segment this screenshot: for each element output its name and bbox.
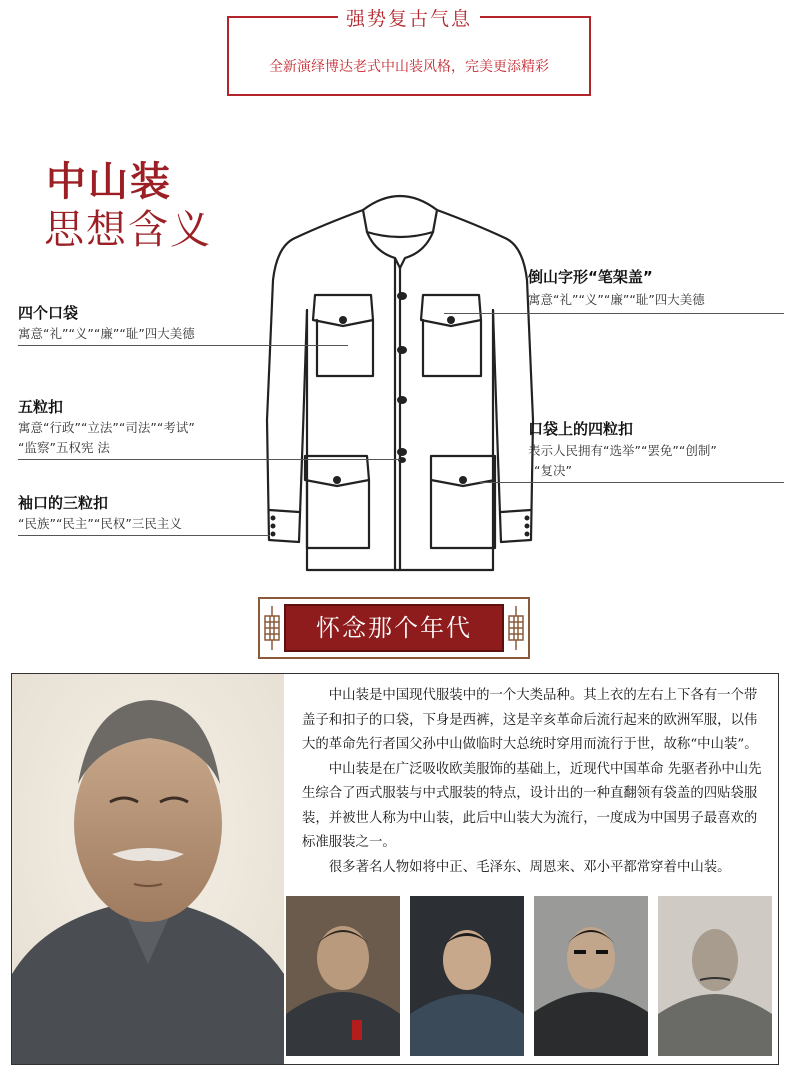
leader-line bbox=[480, 482, 784, 483]
leader-line bbox=[18, 345, 348, 346]
annotation-buttons-desc-1: 寓意“行政”“立法”“司法”“考试” bbox=[18, 420, 195, 435]
history-panel bbox=[11, 673, 779, 1065]
chinese-knot-icon bbox=[262, 604, 282, 652]
leader-line bbox=[444, 313, 784, 314]
annotation-buttons-title: 五粒扣 bbox=[18, 398, 64, 416]
leader-line bbox=[18, 535, 270, 536]
annotation-buttons-desc-2: “监察”五权宪 法 bbox=[18, 440, 110, 455]
portrait-thumb bbox=[534, 896, 648, 1056]
annotation-pocket-buttons-desc-1: 表示人民拥有“选举”“罢免”“创制” bbox=[528, 443, 717, 458]
banner-title: 强势复古气息 bbox=[229, 24, 589, 51]
banner-subtitle: 全新演绎博达老式中山装风格，完美更添精彩 bbox=[269, 59, 549, 75]
portrait-photo bbox=[12, 674, 284, 1065]
annotation-pockets-title: 四个口袋 bbox=[18, 304, 79, 322]
headline-sub: 思想含义 bbox=[44, 207, 212, 253]
portrait-thumb bbox=[658, 896, 772, 1056]
annotation-flap-desc: 寓意“礼”“义”“廉”“耻”四大美德 bbox=[528, 292, 705, 307]
article-paragraph: 很多著名人物如将中正、毛泽东、周恩来、邓小平都常穿着中山装。 bbox=[328, 859, 731, 875]
section-title: 怀念那个年代 bbox=[284, 604, 504, 652]
header-banner bbox=[227, 8, 591, 96]
leader-line bbox=[18, 459, 400, 460]
annotation-cuff-desc: “民族”“民主”“民权”三民主义 bbox=[18, 516, 182, 531]
annotation-pockets-desc: 寓意“礼”“义”“廉”“耻”四大美德 bbox=[18, 326, 195, 341]
article-text bbox=[302, 684, 770, 880]
jacket-illustration bbox=[255, 180, 545, 580]
headline-main: 中山装 bbox=[46, 159, 172, 205]
article-paragraph: 中山装是在广泛吸收欧美服饰的基础上，近现代中国革命 先驱者孙中山先生综合了西式服装与中式服装的特点，设计出的一种直翻领有袋盖的四贴袋服装，并被世人称为中山装，此后中山装大为流行，一度成为中国男子最喜欢的标准服装之一。 bbox=[302, 761, 762, 850]
portrait-thumb bbox=[286, 896, 400, 1056]
section-title-plaque bbox=[258, 597, 530, 659]
portrait-thumb bbox=[410, 896, 524, 1056]
annotation-cuff-title: 袖口的三粒扣 bbox=[18, 494, 109, 512]
chinese-knot-icon bbox=[506, 604, 526, 652]
annotation-pocket-buttons-title: 口袋上的四粒扣 bbox=[528, 420, 634, 438]
annotation-pocket-buttons-desc-2: “复决” bbox=[534, 463, 572, 478]
article-paragraph: 中山装是中国现代服装中的一个大类品种。其上衣的左右上下各有一个带盖子和扣子的口袋，下身是西裤，这是辛亥革命后流行起来的欧洲军服，以伟大的革命先行者国父孙中山做临时大总统时穿用而流行于世，故称“中山装”。 bbox=[302, 688, 758, 752]
annotation-flap-title: 倒山字形“笔架盖” bbox=[528, 268, 653, 286]
